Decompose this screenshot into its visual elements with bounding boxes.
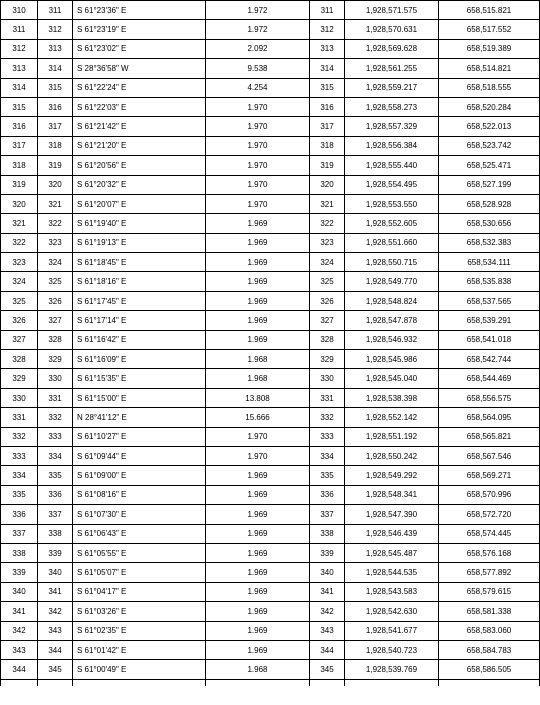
- empty-cell: [206, 679, 310, 686]
- table-row: [1, 214, 540, 233]
- vertex-cell: 337: [310, 505, 345, 524]
- vertex-cell: 340: [310, 563, 345, 582]
- table-row: [1, 97, 540, 116]
- northing-cell: 1,928,570.631: [345, 20, 439, 39]
- easting-cell: 658,517.552: [439, 20, 540, 39]
- station-from-cell: 326: [1, 311, 38, 330]
- northing-cell: 1,928,549.292: [345, 466, 439, 485]
- table-row: [1, 660, 540, 679]
- table-row: [1, 505, 540, 524]
- station-to-cell: 319: [38, 156, 73, 175]
- easting-cell: 658,515.821: [439, 1, 540, 20]
- bearing-cell: S 61°18'45" E: [73, 253, 206, 272]
- bearing-cell: S 61°20'56" E: [73, 156, 206, 175]
- northing-cell: 1,928,542.630: [345, 602, 439, 621]
- bearing-cell: S 61°04'17" E: [73, 582, 206, 601]
- station-from-cell: 323: [1, 253, 38, 272]
- vertex-cell: 321: [310, 194, 345, 213]
- bearing-cell: S 61°17'45" E: [73, 291, 206, 310]
- easting-cell: 658,530.656: [439, 214, 540, 233]
- distance-cell: 1.968: [206, 660, 310, 679]
- easting-cell: 658,570.996: [439, 485, 540, 504]
- table-row: [1, 621, 540, 640]
- easting-cell: 658,581.338: [439, 602, 540, 621]
- easting-cell: 658,576.168: [439, 543, 540, 562]
- bearing-cell: S 61°02'35" E: [73, 621, 206, 640]
- station-to-cell: 329: [38, 350, 73, 369]
- vertex-cell: 342: [310, 602, 345, 621]
- table-row: [1, 602, 540, 621]
- bearing-cell: S 61°00'49" E: [73, 660, 206, 679]
- northing-cell: 1,928,555.440: [345, 156, 439, 175]
- distance-cell: 1.972: [206, 1, 310, 20]
- distance-cell: 9.538: [206, 59, 310, 78]
- table-row: [1, 175, 540, 194]
- station-to-cell: 326: [38, 291, 73, 310]
- bearing-cell: N 28°41'12" E: [73, 408, 206, 427]
- empty-cell: [439, 679, 540, 686]
- station-from-cell: 318: [1, 156, 38, 175]
- empty-cell: [38, 679, 73, 686]
- northing-cell: 1,928,546.932: [345, 330, 439, 349]
- northing-cell: 1,928,548.824: [345, 291, 439, 310]
- bearing-cell: S 61°23'36" E: [73, 1, 206, 20]
- northing-cell: 1,928,553.550: [345, 194, 439, 213]
- station-to-cell: 333: [38, 427, 73, 446]
- easting-cell: 658,528.928: [439, 194, 540, 213]
- station-to-cell: 345: [38, 660, 73, 679]
- northing-cell: 1,928,540.723: [345, 640, 439, 659]
- empty-cell: [73, 679, 206, 686]
- bearing-cell: S 61°22'24" E: [73, 78, 206, 97]
- station-to-cell: 318: [38, 136, 73, 155]
- station-from-cell: 343: [1, 640, 38, 659]
- table-row: [1, 330, 540, 349]
- station-to-cell: 335: [38, 466, 73, 485]
- vertex-cell: 323: [310, 233, 345, 252]
- northing-cell: 1,928,544.535: [345, 563, 439, 582]
- easting-cell: 658,583.060: [439, 621, 540, 640]
- station-from-cell: 330: [1, 388, 38, 407]
- table-row: [1, 427, 540, 446]
- station-from-cell: 311: [1, 20, 38, 39]
- easting-cell: 658,525.471: [439, 156, 540, 175]
- distance-cell: 1.969: [206, 505, 310, 524]
- northing-cell: 1,928,539.769: [345, 660, 439, 679]
- distance-cell: 1.972: [206, 20, 310, 39]
- vertex-cell: 312: [310, 20, 345, 39]
- station-to-cell: 343: [38, 621, 73, 640]
- station-from-cell: 333: [1, 446, 38, 465]
- table-row: [1, 20, 540, 39]
- station-from-cell: 342: [1, 621, 38, 640]
- distance-cell: 1.970: [206, 175, 310, 194]
- station-to-cell: 334: [38, 446, 73, 465]
- northing-cell: 1,928,550.715: [345, 253, 439, 272]
- station-to-cell: 332: [38, 408, 73, 427]
- table-row: [1, 485, 540, 504]
- vertex-cell: 318: [310, 136, 345, 155]
- vertex-cell: 317: [310, 117, 345, 136]
- bearing-cell: S 61°16'09" E: [73, 350, 206, 369]
- distance-cell: 1.969: [206, 214, 310, 233]
- bearing-cell: S 61°22'03" E: [73, 97, 206, 116]
- vertex-cell: 335: [310, 466, 345, 485]
- distance-cell: 1.970: [206, 446, 310, 465]
- northing-cell: 1,928,543.583: [345, 582, 439, 601]
- vertex-cell: 334: [310, 446, 345, 465]
- bearing-cell: S 61°05'55" E: [73, 543, 206, 562]
- northing-cell: 1,928,549.770: [345, 272, 439, 291]
- table-row: [1, 39, 540, 58]
- vertex-cell: 341: [310, 582, 345, 601]
- northing-cell: 1,928,547.878: [345, 311, 439, 330]
- distance-cell: 1.969: [206, 291, 310, 310]
- distance-cell: 1.969: [206, 602, 310, 621]
- northing-cell: 1,928,569.628: [345, 39, 439, 58]
- table-row: [1, 466, 540, 485]
- station-to-cell: 325: [38, 272, 73, 291]
- station-from-cell: 325: [1, 291, 38, 310]
- bearing-cell: S 61°10'27" E: [73, 427, 206, 446]
- northing-cell: 1,928,538.398: [345, 388, 439, 407]
- bearing-cell: S 61°01'42" E: [73, 640, 206, 659]
- vertex-cell: 329: [310, 350, 345, 369]
- coordinates-table-body: [1, 1, 540, 686]
- bearing-cell: S 61°03'26" E: [73, 602, 206, 621]
- table-row: [1, 1, 540, 20]
- vertex-cell: 322: [310, 214, 345, 233]
- easting-cell: 658,564.095: [439, 408, 540, 427]
- station-to-cell: 314: [38, 59, 73, 78]
- station-from-cell: 341: [1, 602, 38, 621]
- station-from-cell: 336: [1, 505, 38, 524]
- station-from-cell: 320: [1, 194, 38, 213]
- table-row-partial: [1, 679, 540, 686]
- station-to-cell: 327: [38, 311, 73, 330]
- vertex-cell: 345: [310, 660, 345, 679]
- easting-cell: 658,542.744: [439, 350, 540, 369]
- vertex-cell: 343: [310, 621, 345, 640]
- distance-cell: 1.968: [206, 350, 310, 369]
- station-to-cell: 323: [38, 233, 73, 252]
- table-row: [1, 640, 540, 659]
- vertex-cell: 338: [310, 524, 345, 543]
- station-to-cell: 317: [38, 117, 73, 136]
- easting-cell: 658,519.389: [439, 39, 540, 58]
- distance-cell: 1.969: [206, 640, 310, 659]
- easting-cell: 658,569.271: [439, 466, 540, 485]
- bearing-cell: S 61°17'14" E: [73, 311, 206, 330]
- distance-cell: 1.968: [206, 369, 310, 388]
- northing-cell: 1,928,551.660: [345, 233, 439, 252]
- table-row: [1, 78, 540, 97]
- northing-cell: 1,928,547.390: [345, 505, 439, 524]
- easting-cell: 658,541.018: [439, 330, 540, 349]
- station-from-cell: 321: [1, 214, 38, 233]
- bearing-cell: S 61°21'42" E: [73, 117, 206, 136]
- bearing-cell: S 61°18'16" E: [73, 272, 206, 291]
- station-to-cell: 324: [38, 253, 73, 272]
- station-from-cell: 340: [1, 582, 38, 601]
- station-to-cell: 340: [38, 563, 73, 582]
- northing-cell: 1,928,556.384: [345, 136, 439, 155]
- vertex-cell: 333: [310, 427, 345, 446]
- easting-cell: 658,586.505: [439, 660, 540, 679]
- bearing-cell: S 61°20'07" E: [73, 194, 206, 213]
- table-row: [1, 408, 540, 427]
- station-from-cell: 310: [1, 1, 38, 20]
- station-to-cell: 338: [38, 524, 73, 543]
- table-row: [1, 253, 540, 272]
- station-from-cell: 328: [1, 350, 38, 369]
- table-row: [1, 311, 540, 330]
- station-to-cell: 336: [38, 485, 73, 504]
- station-to-cell: 342: [38, 602, 73, 621]
- vertex-cell: 325: [310, 272, 345, 291]
- easting-cell: 658,584.783: [439, 640, 540, 659]
- station-to-cell: 341: [38, 582, 73, 601]
- station-to-cell: 337: [38, 505, 73, 524]
- northing-cell: 1,928,546.439: [345, 524, 439, 543]
- bearing-cell: S 61°19'13" E: [73, 233, 206, 252]
- station-from-cell: 322: [1, 233, 38, 252]
- bearing-cell: S 61°21'20" E: [73, 136, 206, 155]
- easting-cell: 658,567.546: [439, 446, 540, 465]
- distance-cell: 1.970: [206, 427, 310, 446]
- northing-cell: 1,928,545.986: [345, 350, 439, 369]
- station-to-cell: 344: [38, 640, 73, 659]
- table-row: [1, 524, 540, 543]
- easting-cell: 658,535.838: [439, 272, 540, 291]
- table-row: [1, 233, 540, 252]
- table-row: [1, 59, 540, 78]
- vertex-cell: 339: [310, 543, 345, 562]
- distance-cell: 13.808: [206, 388, 310, 407]
- table-row: [1, 369, 540, 388]
- station-to-cell: 328: [38, 330, 73, 349]
- distance-cell: 1.969: [206, 524, 310, 543]
- vertex-cell: 332: [310, 408, 345, 427]
- station-from-cell: 317: [1, 136, 38, 155]
- bearing-cell: S 61°23'02" E: [73, 39, 206, 58]
- vertex-cell: 311: [310, 1, 345, 20]
- station-from-cell: 319: [1, 175, 38, 194]
- station-from-cell: 331: [1, 408, 38, 427]
- easting-cell: 658,514.821: [439, 59, 540, 78]
- vertex-cell: 327: [310, 311, 345, 330]
- station-from-cell: 339: [1, 563, 38, 582]
- bearing-cell: S 61°15'35" E: [73, 369, 206, 388]
- vertex-cell: 330: [310, 369, 345, 388]
- station-to-cell: 322: [38, 214, 73, 233]
- bearing-cell: S 61°16'42" E: [73, 330, 206, 349]
- table-row: [1, 563, 540, 582]
- distance-cell: 1.969: [206, 311, 310, 330]
- station-to-cell: 315: [38, 78, 73, 97]
- station-to-cell: 320: [38, 175, 73, 194]
- distance-cell: 1.969: [206, 330, 310, 349]
- distance-cell: 4.254: [206, 78, 310, 97]
- vertex-cell: 314: [310, 59, 345, 78]
- northing-cell: 1,928,545.040: [345, 369, 439, 388]
- station-from-cell: 335: [1, 485, 38, 504]
- easting-cell: 658,534.111: [439, 253, 540, 272]
- table-row: [1, 291, 540, 310]
- distance-cell: 1.970: [206, 194, 310, 213]
- distance-cell: 1.969: [206, 563, 310, 582]
- northing-cell: 1,928,557.329: [345, 117, 439, 136]
- distance-cell: 2.092: [206, 39, 310, 58]
- station-from-cell: 312: [1, 39, 38, 58]
- easting-cell: 658,577.892: [439, 563, 540, 582]
- northing-cell: 1,928,554.495: [345, 175, 439, 194]
- station-to-cell: 330: [38, 369, 73, 388]
- northing-cell: 1,928,552.142: [345, 408, 439, 427]
- northing-cell: 1,928,571.575: [345, 1, 439, 20]
- station-to-cell: 312: [38, 20, 73, 39]
- station-to-cell: 321: [38, 194, 73, 213]
- table-row: [1, 582, 540, 601]
- northing-cell: 1,928,541.677: [345, 621, 439, 640]
- bearing-cell: S 61°23'19" E: [73, 20, 206, 39]
- easting-cell: 658,539.291: [439, 311, 540, 330]
- bearing-cell: S 28°36'58" W: [73, 59, 206, 78]
- bearing-cell: S 61°08'16" E: [73, 485, 206, 504]
- table-row: [1, 446, 540, 465]
- vertex-cell: 344: [310, 640, 345, 659]
- vertex-cell: 315: [310, 78, 345, 97]
- table-row: [1, 272, 540, 291]
- easting-cell: 658,556.575: [439, 388, 540, 407]
- vertex-cell: 336: [310, 485, 345, 504]
- northing-cell: 1,928,548.341: [345, 485, 439, 504]
- bearing-cell: S 61°20'32" E: [73, 175, 206, 194]
- bearing-cell: S 61°09'44" E: [73, 446, 206, 465]
- easting-cell: 658,520.284: [439, 97, 540, 116]
- vertex-cell: 324: [310, 253, 345, 272]
- bearing-cell: S 61°09'00" E: [73, 466, 206, 485]
- station-from-cell: 314: [1, 78, 38, 97]
- distance-cell: 1.970: [206, 97, 310, 116]
- easting-cell: 658,572.720: [439, 505, 540, 524]
- bearing-cell: S 61°19'40" E: [73, 214, 206, 233]
- easting-cell: 658,523.742: [439, 136, 540, 155]
- station-to-cell: 313: [38, 39, 73, 58]
- station-from-cell: 344: [1, 660, 38, 679]
- station-from-cell: 337: [1, 524, 38, 543]
- northing-cell: 1,928,551.192: [345, 427, 439, 446]
- vertex-cell: 331: [310, 388, 345, 407]
- vertex-cell: 326: [310, 291, 345, 310]
- vertex-cell: 328: [310, 330, 345, 349]
- distance-cell: 1.969: [206, 233, 310, 252]
- station-from-cell: 334: [1, 466, 38, 485]
- table-row: [1, 350, 540, 369]
- vertex-cell: 313: [310, 39, 345, 58]
- station-to-cell: 316: [38, 97, 73, 116]
- easting-cell: 658,565.821: [439, 427, 540, 446]
- bearing-cell: S 61°05'07" E: [73, 563, 206, 582]
- distance-cell: 1.970: [206, 156, 310, 175]
- easting-cell: 658,527.199: [439, 175, 540, 194]
- easting-cell: 658,518.555: [439, 78, 540, 97]
- distance-cell: 1.969: [206, 466, 310, 485]
- station-from-cell: 313: [1, 59, 38, 78]
- vertex-cell: 320: [310, 175, 345, 194]
- station-from-cell: 316: [1, 117, 38, 136]
- vertex-cell: 316: [310, 97, 345, 116]
- northing-cell: 1,928,545.487: [345, 543, 439, 562]
- northing-cell: 1,928,552.605: [345, 214, 439, 233]
- distance-cell: 1.969: [206, 253, 310, 272]
- table-row: [1, 136, 540, 155]
- station-from-cell: 338: [1, 543, 38, 562]
- station-to-cell: 339: [38, 543, 73, 562]
- table-row: [1, 117, 540, 136]
- easting-cell: 658,544.469: [439, 369, 540, 388]
- distance-cell: 15.666: [206, 408, 310, 427]
- distance-cell: 1.969: [206, 272, 310, 291]
- table-row: [1, 156, 540, 175]
- station-to-cell: 311: [38, 1, 73, 20]
- distance-cell: 1.969: [206, 543, 310, 562]
- station-to-cell: 331: [38, 388, 73, 407]
- station-from-cell: 332: [1, 427, 38, 446]
- empty-cell: [345, 679, 439, 686]
- distance-cell: 1.970: [206, 136, 310, 155]
- northing-cell: 1,928,561.255: [345, 59, 439, 78]
- empty-cell: [310, 679, 345, 686]
- distance-cell: 1.969: [206, 582, 310, 601]
- bearing-cell: S 61°07'30" E: [73, 505, 206, 524]
- easting-cell: 658,579.615: [439, 582, 540, 601]
- table-row: [1, 388, 540, 407]
- station-from-cell: 315: [1, 97, 38, 116]
- distance-cell: 1.970: [206, 117, 310, 136]
- easting-cell: 658,522.013: [439, 117, 540, 136]
- easting-cell: 658,532.383: [439, 233, 540, 252]
- distance-cell: 1.969: [206, 621, 310, 640]
- northing-cell: 1,928,559.217: [345, 78, 439, 97]
- distance-cell: 1.969: [206, 485, 310, 504]
- bearing-cell: S 61°15'00" E: [73, 388, 206, 407]
- station-from-cell: 324: [1, 272, 38, 291]
- easting-cell: 658,574.445: [439, 524, 540, 543]
- station-from-cell: 327: [1, 330, 38, 349]
- station-from-cell: 329: [1, 369, 38, 388]
- table-row: [1, 194, 540, 213]
- northing-cell: 1,928,558.273: [345, 97, 439, 116]
- empty-cell: [1, 679, 38, 686]
- northing-cell: 1,928,550.242: [345, 446, 439, 465]
- table-row: [1, 543, 540, 562]
- easting-cell: 658,537.565: [439, 291, 540, 310]
- vertex-cell: 319: [310, 156, 345, 175]
- bearing-cell: S 61°06'43" E: [73, 524, 206, 543]
